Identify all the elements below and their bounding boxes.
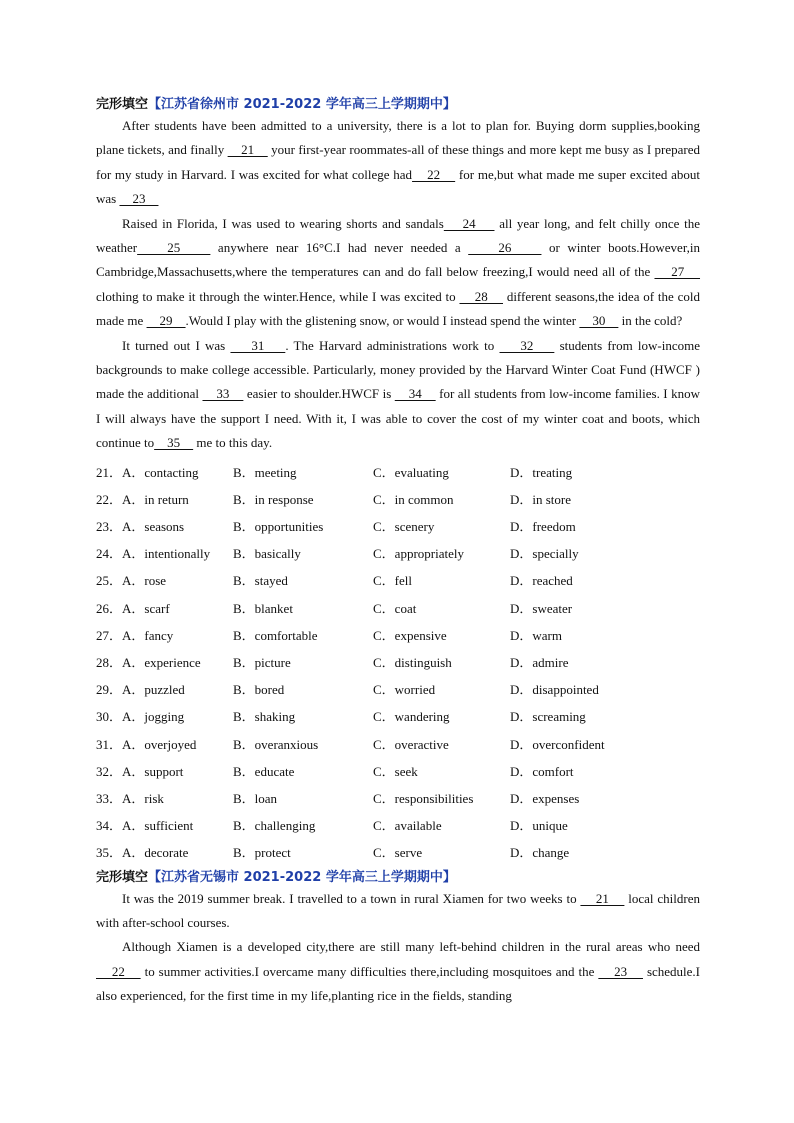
- option-a: 23．A．seasons: [96, 519, 185, 535]
- passage-text: .Would I play with the glistening snow, or would I instead spend the winter: [185, 313, 580, 329]
- option-b: B．picture: [233, 655, 291, 670]
- passage-text: schedule.I also experienced, for the first time in my life,planting rice in the fields, standing: [96, 963, 700, 1004]
- passage-text: It was the 2019 summer break. I travelled to a town in rural Xiamen for two weeks to: [122, 890, 581, 906]
- option-a: 22．A．in return: [96, 491, 189, 507]
- passage-text: in the cold?: [618, 313, 683, 329]
- option-c: C．coat: [373, 600, 417, 616]
- option-a: 35．A．decorate: [96, 845, 189, 861]
- answer-blank: 24: [443, 215, 495, 231]
- section-1-label: 完形填空: [96, 97, 149, 112]
- passage-text: students from low-income backgrounds to make college accessible. Particularly, money provided by the Harvard Winter Coat Fund (HWCF ) made the additional: [96, 337, 701, 402]
- section-2-label: 完形填空: [96, 869, 149, 885]
- section-2-source: 【江苏省无锡市 2021-2022 学年高三上学期期中】: [148, 869, 456, 885]
- option-c: C．overactive: [373, 736, 449, 752]
- option-d: D．change: [510, 845, 570, 861]
- question-options-row: [96, 839, 700, 866]
- question-options-row: [96, 758, 700, 785]
- option-c: C．fell: [373, 573, 412, 589]
- question-options-row: [96, 567, 700, 594]
- question-options-row: [96, 731, 700, 758]
- question-options-row: [96, 703, 700, 730]
- option-c: C．seek: [373, 763, 418, 779]
- answer-blank: 34: [394, 386, 436, 402]
- option-d: D．comfort: [510, 763, 574, 779]
- answer-blank: 23: [598, 963, 643, 979]
- question-options-row: [96, 459, 700, 486]
- option-b: B．protect: [233, 845, 291, 861]
- section-2-passage: [96, 887, 700, 1009]
- answer-blank: 26: [468, 240, 542, 256]
- passage-text: to summer activities.I overcame many difficulties there,including mosquitoes and the: [140, 963, 599, 979]
- option-d: D．admire: [510, 655, 569, 670]
- option-d: D．sweater: [510, 600, 573, 616]
- option-d: D．expenses: [510, 790, 580, 806]
- question-options-row: [96, 622, 700, 649]
- option-d: D．freedom: [510, 519, 576, 535]
- section-1-heading: [96, 96, 700, 114]
- question-options-row: [96, 540, 700, 567]
- answer-blank: 30: [579, 313, 619, 329]
- passage-text: or winter boots.However,in Cambridge,Massachusetts,where the temperatures can and do fall below freezing,I would need all of the: [96, 240, 700, 280]
- option-b: B．meeting: [233, 464, 297, 480]
- passage-text: easier to shoulder.HWCF is: [243, 386, 395, 402]
- answer-blank: 25: [137, 240, 211, 256]
- option-d: D．screaming: [510, 709, 586, 725]
- section-2-heading: [96, 869, 700, 887]
- option-a: 21．A．contacting: [96, 464, 199, 480]
- option-d: D．in store: [510, 491, 572, 507]
- option-b: B．loan: [233, 790, 278, 806]
- option-d: D．treating: [510, 464, 573, 480]
- question-options-row: [96, 785, 700, 812]
- passage-text: Raised in Florida, I was used to wearing shorts and sandals: [122, 215, 444, 231]
- passage-text: clothing to make it through the winter.Hence, while I was excited to: [96, 288, 460, 304]
- option-a: 32．A．support: [96, 763, 184, 779]
- option-b: B．bored: [233, 682, 285, 698]
- section-1-options: [96, 459, 700, 867]
- option-b: B．educate: [233, 763, 295, 779]
- option-c: C．in common: [373, 491, 454, 507]
- question-options-row: [96, 595, 700, 622]
- option-a: 24．A．intentionally: [96, 546, 211, 562]
- answer-blank: 22: [412, 166, 456, 182]
- option-b: B．in response: [233, 491, 314, 507]
- answer-blank: 35: [154, 435, 194, 451]
- option-b: B．challenging: [233, 818, 316, 834]
- answer-blank: 23: [119, 191, 159, 207]
- option-c: C．available: [373, 818, 442, 834]
- section-1-passage: [96, 114, 700, 456]
- option-b: B．overanxious: [233, 736, 319, 752]
- option-d: D．overconfident: [510, 736, 605, 752]
- passage-text: It turned out I was: [122, 337, 231, 353]
- answer-blank: 29: [146, 313, 186, 329]
- option-c: C．appropriately: [373, 546, 464, 562]
- option-b: B．stayed: [233, 573, 288, 589]
- question-options-row: [96, 486, 700, 513]
- answer-blank: 28: [459, 288, 503, 304]
- passage-text: me to this day.: [193, 435, 273, 451]
- option-d: D．warm: [510, 627, 562, 643]
- answer-blank: 33: [202, 386, 244, 402]
- section-1-paragraph: [96, 212, 700, 334]
- answer-blank: 21: [227, 142, 268, 158]
- answer-blank: 27: [654, 264, 701, 280]
- option-c: C．distinguish: [373, 655, 452, 670]
- answer-blank: 32: [499, 337, 555, 353]
- option-a: 30．A．jogging: [96, 709, 185, 725]
- section-1-source: 【江苏省徐州市 2021-2022 学年高三上学期期中】: [148, 97, 456, 112]
- section-2-paragraph: [96, 887, 700, 936]
- passage-text: your first-year roommates-all of these things and more kept me busy as I prepared for my study in Harvard. I was excited for what college had: [96, 142, 701, 182]
- answer-blank: 21: [580, 890, 625, 906]
- option-d: D．unique: [510, 818, 568, 834]
- option-a: 27．A．fancy: [96, 627, 174, 643]
- option-a: 33．A．risk: [96, 790, 164, 806]
- passage-text: Although Xiamen is a developed city,there are still many left-behind children in the rural areas who need: [122, 939, 700, 955]
- passage-text: different seasons,the idea of the cold made me: [96, 288, 700, 329]
- option-c: C．responsibilities: [373, 790, 474, 806]
- passage-text: anywhere near 16°C.I had never needed a: [210, 240, 469, 256]
- option-c: C．wandering: [373, 709, 450, 725]
- passage-text: for me,but what made me super excited about was: [96, 166, 701, 207]
- question-options-row: [96, 676, 700, 703]
- question-options-row: [96, 649, 700, 676]
- option-b: B．opportunities: [233, 519, 324, 535]
- question-options-row: [96, 812, 700, 839]
- option-b: B．comfortable: [233, 627, 318, 643]
- option-d: D．disappointed: [510, 682, 599, 698]
- option-d: D．reached: [510, 573, 573, 589]
- option-a: 31．A．overjoyed: [96, 736, 197, 752]
- option-a: 28．A．experience: [96, 655, 201, 670]
- passage-text: all year long, and felt chilly once the weather: [96, 215, 700, 256]
- option-a: 26．A．scarf: [96, 600, 170, 616]
- section-1-paragraph: [96, 334, 700, 456]
- option-b: B．blanket: [233, 600, 293, 616]
- option-d: D．specially: [510, 546, 579, 562]
- option-c: C．serve: [373, 845, 423, 861]
- document-page: [96, 96, 700, 1009]
- option-a: 25．A．rose: [96, 573, 167, 589]
- passage-text: local children with after-school courses.: [96, 890, 701, 930]
- question-options-row: [96, 513, 700, 540]
- option-c: C．evaluating: [373, 464, 449, 480]
- option-c: C．worried: [373, 682, 436, 698]
- option-c: C．expensive: [373, 627, 447, 643]
- section-2-paragraph: [96, 935, 700, 1008]
- option-a: 29．A．puzzled: [96, 682, 185, 698]
- option-c: C．scenery: [373, 519, 435, 535]
- option-b: B．basically: [233, 546, 301, 562]
- answer-blank: 22: [96, 963, 141, 979]
- section-1-paragraph: [96, 114, 700, 212]
- option-b: B．shaking: [233, 709, 296, 725]
- answer-blank: 31: [230, 337, 286, 353]
- passage-text: for all students from low-income families. I know I will always have the support I need. With it, I was able to cover the cost of my winter coat and boots, which continue to: [96, 386, 701, 451]
- passage-text: After students have been admitted to a university, there is a lot to plan for. Buying dorm supplies,booking plane tickets, and finally: [96, 118, 700, 158]
- passage-text: . The Harvard administrations work to: [285, 337, 500, 353]
- option-a: 34．A．sufficient: [96, 818, 194, 834]
